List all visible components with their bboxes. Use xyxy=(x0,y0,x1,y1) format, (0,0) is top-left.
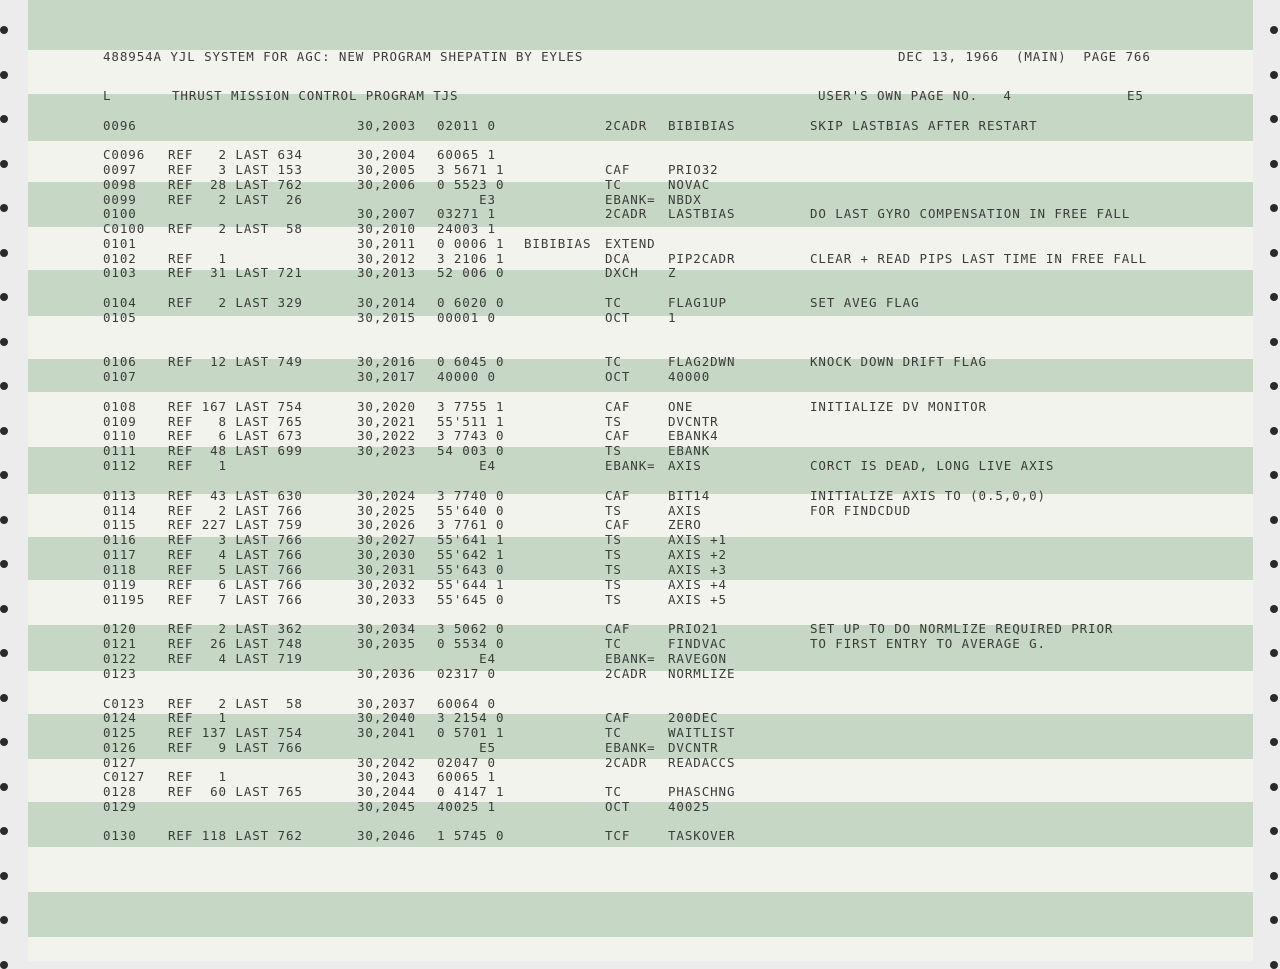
row-operand: 40025 xyxy=(668,799,711,814)
row-seq: 0100 xyxy=(103,206,137,221)
row-seq: 0117 xyxy=(103,547,137,562)
row-operand: PRIO21 xyxy=(668,621,719,636)
row-comment: DO LAST GYRO COMPENSATION IN FREE FALL xyxy=(810,206,1131,221)
row-seq: 0114 xyxy=(103,503,137,518)
row-ref: REF 26 LAST 748 xyxy=(168,636,303,651)
row-operand: 1 xyxy=(668,310,677,325)
row-op: TS xyxy=(605,577,622,592)
row-val: 03271 1 xyxy=(437,206,496,221)
row-seq: 0128 xyxy=(103,784,137,799)
row-seq: 0116 xyxy=(103,532,137,547)
row-operand: 200DEC xyxy=(668,710,719,725)
row-operand: AXIS xyxy=(668,503,702,518)
row-operand: AXIS +5 xyxy=(668,592,727,607)
row-addr: 30,2003 xyxy=(357,118,416,133)
row-op: OCT xyxy=(605,310,631,325)
row-val: 55'641 1 xyxy=(437,532,505,547)
row-addr: 30,2036 xyxy=(357,666,416,681)
row-ref: REF 118 LAST 762 xyxy=(168,828,303,843)
row-operand: ZERO xyxy=(668,517,702,532)
row-label: BIBIBIAS xyxy=(524,236,592,251)
row-addr: 30,2025 xyxy=(357,503,416,518)
row-addr: 30,2041 xyxy=(357,725,416,740)
row-addr: 30,2017 xyxy=(357,369,416,384)
row-seq: 0106 xyxy=(103,354,137,369)
row-op: CAF xyxy=(605,710,631,725)
row-val: E4 xyxy=(437,651,496,666)
row-ref: REF 137 LAST 754 xyxy=(168,725,303,740)
row-operand: NOVAC xyxy=(668,177,711,192)
row-ref: REF 6 LAST 766 xyxy=(168,577,303,592)
row-val: 3 7755 1 xyxy=(437,399,505,414)
row-operand: AXIS +1 xyxy=(668,532,727,547)
row-seq: 0118 xyxy=(103,562,137,577)
row-comment: SKIP LASTBIAS AFTER RESTART xyxy=(810,118,1038,133)
row-operand: PIP2CADR xyxy=(668,251,736,266)
row-ref: REF 28 LAST 762 xyxy=(168,177,303,192)
row-ref: REF 3 LAST 766 xyxy=(168,532,303,547)
row-operand: AXIS xyxy=(668,458,702,473)
row-seq: C0123 xyxy=(103,696,146,711)
row-op: TS xyxy=(605,562,622,577)
row-operand: AXIS +4 xyxy=(668,577,727,592)
row-operand: AXIS +2 xyxy=(668,547,727,562)
row-operand: 40000 xyxy=(668,369,711,384)
row-operand: Z xyxy=(668,265,677,280)
row-op: DCA xyxy=(605,251,631,266)
row-op: TC xyxy=(605,784,622,799)
row-operand: DVCNTR xyxy=(668,740,719,755)
row-val: 55'643 0 xyxy=(437,562,505,577)
row-operand: BIBIBIAS xyxy=(668,118,736,133)
row-val: 60064 0 xyxy=(437,696,496,711)
row-val: 3 2154 0 xyxy=(437,710,505,725)
row-operand: TASKOVER xyxy=(668,828,736,843)
row-seq: 0097 xyxy=(103,162,137,177)
row-addr: 30,2043 xyxy=(357,769,416,784)
row-addr: 30,2045 xyxy=(357,799,416,814)
row-comment: FOR FINDCDUD xyxy=(810,503,912,518)
row-seq: 0105 xyxy=(103,310,137,325)
row-val: 0 6020 0 xyxy=(437,295,505,310)
row-seq: 0107 xyxy=(103,369,137,384)
row-ref: REF 2 LAST 58 xyxy=(168,221,303,236)
sprocket-hole xyxy=(0,961,8,969)
row-val: 0 4147 1 xyxy=(437,784,505,799)
subheader-user-page: USER'S OWN PAGE NO. 4 xyxy=(818,88,1012,103)
row-operand: PHASCHNG xyxy=(668,784,736,799)
row-val: 60065 1 xyxy=(437,769,496,784)
row-addr: 30,2023 xyxy=(357,443,416,458)
row-ref: REF 167 LAST 754 xyxy=(168,399,303,414)
row-addr: 30,2042 xyxy=(357,755,416,770)
row-val: 0 5534 0 xyxy=(437,636,505,651)
row-val: 55'642 1 xyxy=(437,547,505,562)
row-comment: KNOCK DOWN DRIFT FLAG xyxy=(810,354,987,369)
row-seq: C0100 xyxy=(103,221,146,236)
row-op: TC xyxy=(605,295,622,310)
row-ref: REF 60 LAST 765 xyxy=(168,784,303,799)
row-ref: REF 1 xyxy=(168,251,227,266)
row-val: 3 7761 0 xyxy=(437,517,505,532)
row-ref: REF 1 xyxy=(168,458,227,473)
row-seq: 0119 xyxy=(103,577,137,592)
row-seq: 0126 xyxy=(103,740,137,755)
row-operand: PRIO32 xyxy=(668,162,719,177)
row-op: 2CADR xyxy=(605,666,648,681)
row-seq: 0110 xyxy=(103,428,137,443)
row-comment: SET AVEG FLAG xyxy=(810,295,920,310)
row-addr: 30,2006 xyxy=(357,177,416,192)
row-comment: CORCT IS DEAD, LONG LIVE AXIS xyxy=(810,458,1055,473)
row-ref: REF 7 LAST 766 xyxy=(168,592,303,607)
row-op: CAF xyxy=(605,162,631,177)
row-op: TC xyxy=(605,354,622,369)
row-seq: 0113 xyxy=(103,488,137,503)
row-addr: 30,2005 xyxy=(357,162,416,177)
row-addr: 30,2010 xyxy=(357,221,416,236)
row-seq: 0101 xyxy=(103,236,137,251)
row-addr: 30,2021 xyxy=(357,414,416,429)
row-op: TS xyxy=(605,503,622,518)
row-seq: 0122 xyxy=(103,651,137,666)
row-seq: 0129 xyxy=(103,799,137,814)
row-seq: 0102 xyxy=(103,251,137,266)
row-ref: REF 12 LAST 749 xyxy=(168,354,303,369)
subheader-title: THRUST MISSION CONTROL PROGRAM TJS xyxy=(172,88,459,103)
row-val: 0 5701 1 xyxy=(437,725,505,740)
row-seq: 0098 xyxy=(103,177,137,192)
row-val: 55'640 0 xyxy=(437,503,505,518)
row-operand: FLAG2DWN xyxy=(668,354,736,369)
row-op: OCT xyxy=(605,799,631,814)
row-addr: 30,2024 xyxy=(357,488,416,503)
row-ref: REF 3 LAST 153 xyxy=(168,162,303,177)
row-addr: 30,2035 xyxy=(357,636,416,651)
row-val: 0 6045 0 xyxy=(437,354,505,369)
sprocket-hole xyxy=(1270,961,1278,969)
row-val: 40000 0 xyxy=(437,369,496,384)
row-op: CAF xyxy=(605,399,631,414)
row-op: TS xyxy=(605,532,622,547)
row-comment: INITIALIZE AXIS TO (0.5,0,0) xyxy=(810,488,1046,503)
row-val: 3 5671 1 xyxy=(437,162,505,177)
header-date-page: DEC 13, 1966 (MAIN) PAGE 766 xyxy=(898,49,1151,64)
row-seq: C0096 xyxy=(103,147,146,162)
row-ref: REF 2 LAST 362 xyxy=(168,621,303,636)
row-ref: REF 4 LAST 766 xyxy=(168,547,303,562)
row-op: EBANK= xyxy=(605,192,656,207)
row-val: 02317 0 xyxy=(437,666,496,681)
row-val: 3 2106 1 xyxy=(437,251,505,266)
row-addr: 30,2040 xyxy=(357,710,416,725)
row-seq: 0123 xyxy=(103,666,137,681)
row-operand: FINDVAC xyxy=(668,636,727,651)
row-ref: REF 227 LAST 759 xyxy=(168,517,303,532)
row-ref: REF 5 LAST 766 xyxy=(168,562,303,577)
row-operand: EBANK4 xyxy=(668,428,719,443)
row-addr: 30,2016 xyxy=(357,354,416,369)
row-val: 02011 0 xyxy=(437,118,496,133)
row-op: EBANK= xyxy=(605,458,656,473)
row-val: 54 003 0 xyxy=(437,443,505,458)
row-addr: 30,2046 xyxy=(357,828,416,843)
row-ref: REF 6 LAST 673 xyxy=(168,428,303,443)
row-val: 0 0006 1 xyxy=(437,236,505,251)
row-val: E5 xyxy=(437,740,496,755)
row-val: 3 7740 0 xyxy=(437,488,505,503)
row-op: EXTEND xyxy=(605,236,656,251)
subheader-page-code: E5 xyxy=(1127,88,1144,103)
row-seq: 0096 xyxy=(103,118,137,133)
row-op: EBANK= xyxy=(605,740,656,755)
row-op: TS xyxy=(605,547,622,562)
row-val: 1 5745 0 xyxy=(437,828,505,843)
row-operand: RAVEGON xyxy=(668,651,727,666)
row-ref: REF 1 xyxy=(168,769,227,784)
row-val: 24003 1 xyxy=(437,221,496,236)
row-seq: 0120 xyxy=(103,621,137,636)
row-addr: 30,2020 xyxy=(357,399,416,414)
row-seq: 0103 xyxy=(103,265,137,280)
row-op: TCF xyxy=(605,828,631,843)
row-addr: 30,2012 xyxy=(357,251,416,266)
subheader-marker: L xyxy=(103,88,112,103)
row-addr: 30,2034 xyxy=(357,621,416,636)
row-operand: NORMLIZE xyxy=(668,666,736,681)
row-addr: 30,2015 xyxy=(357,310,416,325)
row-val: 52 006 0 xyxy=(437,265,505,280)
row-val: 55'644 1 xyxy=(437,577,505,592)
row-ref: REF 8 LAST 765 xyxy=(168,414,303,429)
row-seq: 0108 xyxy=(103,399,137,414)
row-op: EBANK= xyxy=(605,651,656,666)
row-seq: 0127 xyxy=(103,755,137,770)
row-addr: 30,2004 xyxy=(357,147,416,162)
row-op: TC xyxy=(605,636,622,651)
row-op: TS xyxy=(605,592,622,607)
row-seq: 0125 xyxy=(103,725,137,740)
row-ref: REF 4 LAST 719 xyxy=(168,651,303,666)
row-val: E4 xyxy=(437,458,496,473)
row-val: 0 5523 0 xyxy=(437,177,505,192)
row-op: 2CADR xyxy=(605,206,648,221)
row-op: TS xyxy=(605,443,622,458)
row-addr: 30,2033 xyxy=(357,592,416,607)
row-addr: 30,2007 xyxy=(357,206,416,221)
row-addr: 30,2027 xyxy=(357,532,416,547)
row-operand: READACCS xyxy=(668,755,736,770)
row-seq: 01195 xyxy=(103,592,146,607)
row-seq: C0127 xyxy=(103,769,146,784)
row-op: CAF xyxy=(605,621,631,636)
row-operand: AXIS +3 xyxy=(668,562,727,577)
row-addr: 30,2031 xyxy=(357,562,416,577)
row-operand: BIT14 xyxy=(668,488,711,503)
row-addr: 30,2037 xyxy=(357,696,416,711)
row-ref: REF 2 LAST 766 xyxy=(168,503,303,518)
row-op: 2CADR xyxy=(605,755,648,770)
row-val: 60065 1 xyxy=(437,147,496,162)
row-val: 40025 1 xyxy=(437,799,496,814)
row-ref: REF 2 LAST 26 xyxy=(168,192,303,207)
row-seq: 0111 xyxy=(103,443,137,458)
row-seq: 0130 xyxy=(103,828,137,843)
row-operand: DVCNTR xyxy=(668,414,719,429)
row-addr: 30,2011 xyxy=(357,236,416,251)
row-operand: ONE xyxy=(668,399,694,414)
row-op: CAF xyxy=(605,428,631,443)
row-comment: CLEAR + READ PIPS LAST TIME IN FREE FALL xyxy=(810,251,1148,266)
row-val: 3 5062 0 xyxy=(437,621,505,636)
row-addr: 30,2032 xyxy=(357,577,416,592)
row-op: CAF xyxy=(605,517,631,532)
row-addr: 30,2014 xyxy=(357,295,416,310)
row-ref: REF 2 LAST 58 xyxy=(168,696,303,711)
row-comment: TO FIRST ENTRY TO AVERAGE G. xyxy=(810,636,1046,651)
row-comment: SET UP TO DO NORMLIZE REQUIRED PRIOR xyxy=(810,621,1114,636)
row-op: DXCH xyxy=(605,265,639,280)
row-addr: 30,2013 xyxy=(357,265,416,280)
row-val: 55'645 0 xyxy=(437,592,505,607)
row-ref: REF 2 LAST 634 xyxy=(168,147,303,162)
row-val: 02047 0 xyxy=(437,755,496,770)
row-op: TC xyxy=(605,725,622,740)
row-val: 55'511 1 xyxy=(437,414,505,429)
row-op: OCT xyxy=(605,369,631,384)
row-operand: WAITLIST xyxy=(668,725,736,740)
row-comment: INITIALIZE DV MONITOR xyxy=(810,399,987,414)
row-seq: 0109 xyxy=(103,414,137,429)
row-addr: 30,2044 xyxy=(357,784,416,799)
row-val: 00001 0 xyxy=(437,310,496,325)
header-title: 488954A YJL SYSTEM FOR AGC: NEW PROGRAM SHEPATIN BY EYLES xyxy=(103,49,584,64)
row-seq: 0124 xyxy=(103,710,137,725)
row-seq: 0115 xyxy=(103,517,137,532)
row-ref: REF 31 LAST 721 xyxy=(168,265,303,280)
row-seq: 0121 xyxy=(103,636,137,651)
row-op: 2CADR xyxy=(605,118,648,133)
row-ref: REF 48 LAST 699 xyxy=(168,443,303,458)
row-op: CAF xyxy=(605,488,631,503)
row-seq: 0099 xyxy=(103,192,137,207)
row-operand: LASTBIAS xyxy=(668,206,736,221)
row-operand: NBDX xyxy=(668,192,702,207)
row-operand: EBANK xyxy=(668,443,711,458)
row-ref: REF 43 LAST 630 xyxy=(168,488,303,503)
row-ref: REF 9 LAST 766 xyxy=(168,740,303,755)
row-seq: 0104 xyxy=(103,295,137,310)
row-ref: REF 2 LAST 329 xyxy=(168,295,303,310)
row-addr: 30,2026 xyxy=(357,517,416,532)
row-addr: 30,2022 xyxy=(357,428,416,443)
row-seq: 0112 xyxy=(103,458,137,473)
row-ref: REF 1 xyxy=(168,710,227,725)
row-val: E3 xyxy=(437,192,496,207)
row-op: TS xyxy=(605,414,622,429)
row-val: 3 7743 0 xyxy=(437,428,505,443)
row-addr: 30,2030 xyxy=(357,547,416,562)
row-op: TC xyxy=(605,177,622,192)
row-operand: FLAG1UP xyxy=(668,295,727,310)
